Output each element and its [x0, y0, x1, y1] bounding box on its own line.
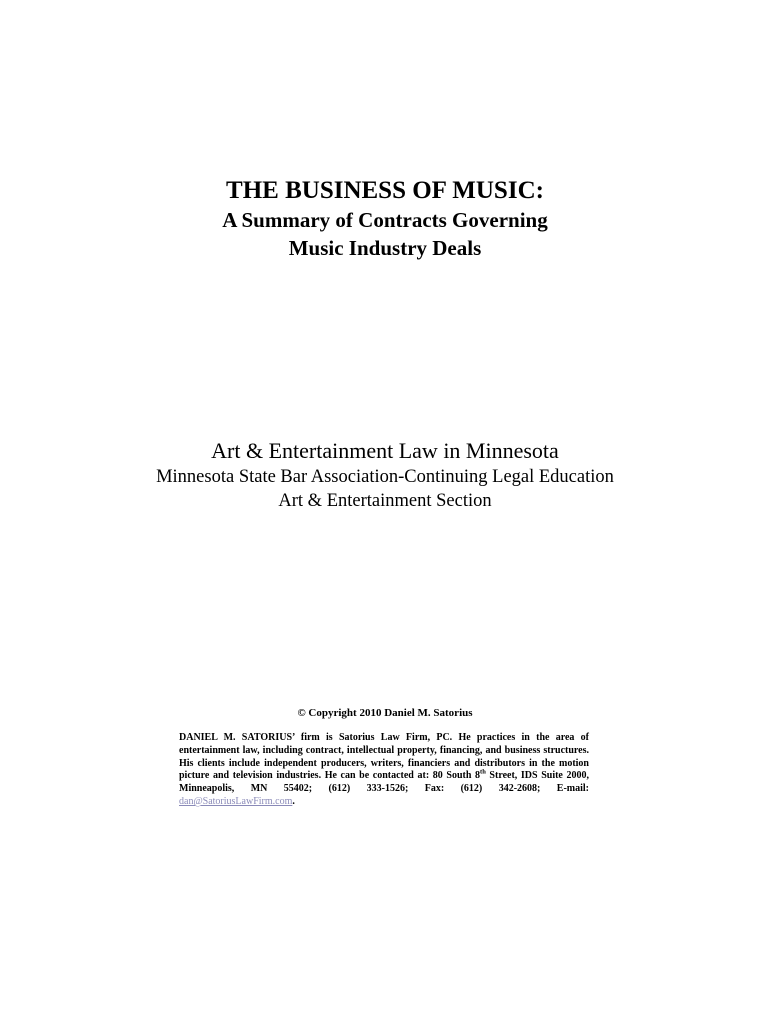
event-block	[0, 437, 770, 513]
bio-text-part2: Street, IDS Suite 2000, Minneapolis, MN 55402; (612) 333-1526; Fax: (612) 342-2608; E-mail:	[179, 770, 589, 795]
event-section: Art & Entertainment Section	[278, 491, 492, 511]
document-subtitle-line1: A Summary of Contracts Governing	[222, 208, 548, 232]
event-title: Art & Entertainment Law in Minnesota	[211, 438, 559, 463]
bio-superscript: th	[480, 769, 486, 777]
author-bio	[179, 732, 589, 809]
document-title: THE BUSINESS OF MUSIC:	[226, 177, 544, 204]
document-subtitle-line2: Music Industry Deals	[288, 236, 482, 260]
email-link[interactable]: dan@SatoriusLawFirm.com	[179, 795, 293, 807]
bio-text-end: .	[292, 795, 295, 807]
title-block	[0, 176, 770, 261]
copyright-notice: © Copyright 2010 Daniel M. Satorius	[297, 707, 473, 719]
bio-text-part1: DANIEL M. SATORIUS’ firm is Satorius Law Firm, PC. He practices in the area of entertainment law, including contract, intellectual property, financing, and business structures. His clients include independent producers, writers, financiers and distributors in the motion picture and television industries. He can be contacted at: 80 South 8	[179, 732, 589, 782]
event-organization: Minnesota State Bar Association-Continuing Legal Education	[156, 467, 614, 487]
